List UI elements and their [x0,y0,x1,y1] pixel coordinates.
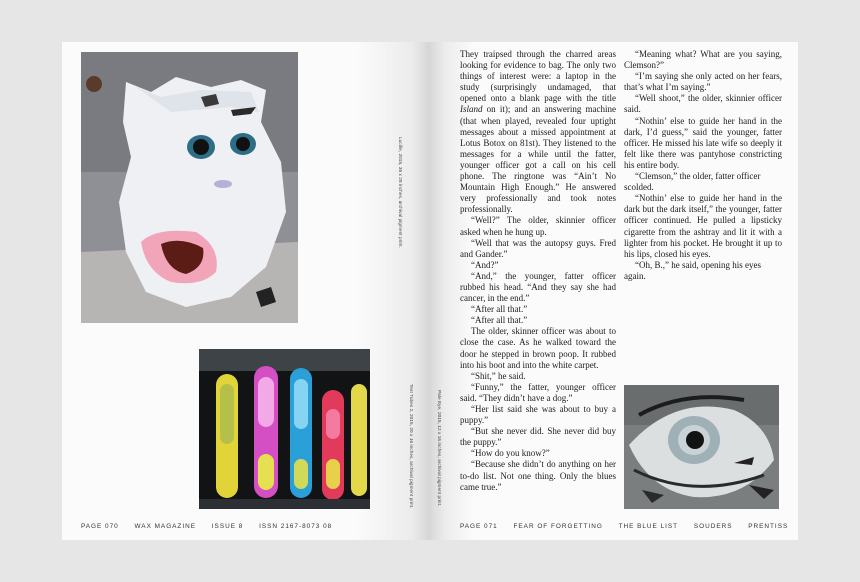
paragraph: “Because she didn’t do anything on her to-do list. Not one thing. Only the blues came true.” [460,459,616,492]
artist: PRENTISS [748,523,789,530]
paragraph: “Funny,” the fatter, younger officer said. “They didn’t have a dog.” [460,381,616,403]
left-page [62,42,430,540]
page-number: PAGE 071 [460,523,498,530]
article-title: FEAR OF FORGETTING [513,523,603,530]
story-title: THE BLUE LIST [618,523,679,530]
issue-number: ISSUE 8 [211,523,244,530]
paragraph: “Nothin’ else to guide her hand in the dark, I’d guess,” said the younger, fatter officer. He missed his late wife so deeply it felt like there was pantyhose constricting his entire body. [624,115,782,170]
paragraph: “Nothin’ else to guide her hand in the dark but the dark itself,” the younger, fatter officer continued. He pulled a lipsticky cigarette from the ashtray and lit it with a lighter from his pocket. He brought it up to his lips, closed his eyes. [624,193,782,259]
paragraph: “After all that.” [471,304,528,315]
page-number: PAGE 070 [81,523,119,530]
paragraph: “Well shoot,” the older, skinnier officer said. [624,93,782,115]
paragraph: “Clemson,” the older, fatter officer scolded. [624,171,761,193]
paragraph: “Her list said she was about to buy a puppy.” [460,404,616,426]
issn: ISSN 2167-8073 08 [259,523,333,530]
paragraph: “After all that.” [471,315,528,326]
text-column-1 [460,49,616,493]
paragraph: “I’m saying she only acted on her fears, that’s what I’m saying.” [624,71,782,93]
paragraph: “Well?” The older, skinnier officer asked when he hung up. [460,215,616,237]
caption-test-tubes: Test Tubes 2, 2015, 20 x 16 inches, archival pigment print. [409,384,414,509]
artwork-lucille [81,52,298,323]
artwork-pale-eye [624,385,779,509]
paragraph: They traipsed through the charred areas looking for evidence to bag. The only two things of interest were: a laptop in the study (surprisingly undamaged, that opened onto a blank page with the title Island on it); and an answering machine (that when played, revealed four uptight messages about a missed appointment at Lotus Botox on 81st). They listened to the messages for a while until the fatter, younger officer got a call on his cell phone. The ringtone was “Ain’t No Mountain High Enough.” He answered very professionally and took notes professionally. [460,49,616,215]
paragraph: “Well that was the autopsy guys. Fred and Gander.” [460,237,616,259]
paragraph: “Shit,” he said. [471,370,526,381]
text-column-2 [624,49,782,282]
right-page [430,42,798,540]
magazine-name: WAX MAGAZINE [134,523,196,530]
paragraph: “And?” [471,259,499,270]
author: SOUDERS [693,523,733,530]
left-footer [81,523,345,530]
artwork-test-tubes [199,349,370,509]
magazine-spread [62,42,798,540]
right-footer [460,523,798,530]
paragraph: “How do you know?” [471,448,550,459]
paragraph: “Oh, B.,” he said, opening his eyes again. [624,259,761,281]
paragraph: “Meaning what? What are you saying, Clemson?” [624,49,782,71]
paragraph: “But she never did. She never did buy the puppy.” [460,426,616,448]
caption-pale-eye: Pale Eye, 2015, 12 x 16 inches, archival pigment print. [437,390,442,507]
paragraph: The older, skinner officer was about to close the case. As he walked toward the door he stepped in brown poop. It rubbed into his boot and into the white carpet. [460,326,616,370]
caption-lucille: Lucille, 2015, 36 x 28 inches, archival pigment print. [398,137,403,248]
paragraph: “And,” the younger, fatter officer rubbed his head. “And they say she had cancer, in the end.” [460,270,616,304]
